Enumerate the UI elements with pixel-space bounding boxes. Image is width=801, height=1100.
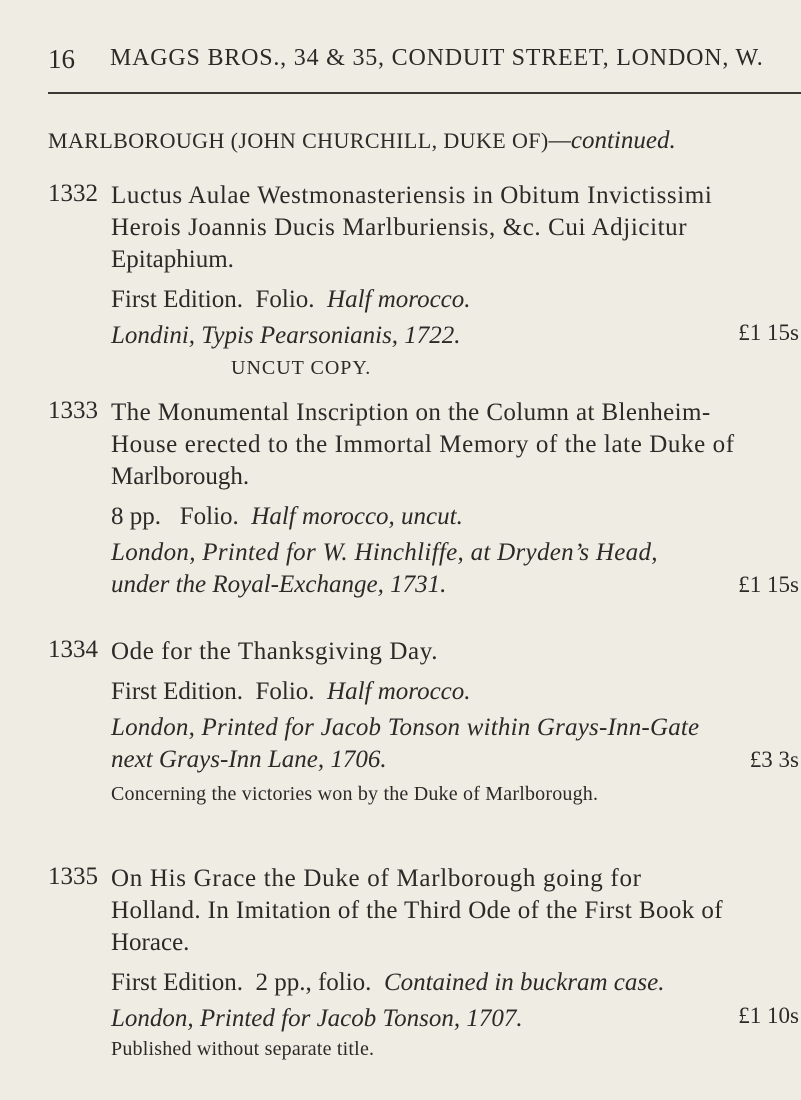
imprint-line: London, Printed for W. Hinchliffe, at Dryden’s Head, (111, 539, 658, 566)
title-line: Marlborough. (111, 463, 250, 490)
format: Folio. (255, 678, 315, 705)
imprint-block (111, 712, 799, 776)
format: Folio. (179, 503, 239, 530)
imprint-line: next Grays-Inn Lane, 1706. (111, 746, 387, 773)
collation-line (111, 965, 799, 1001)
entry-title (111, 180, 799, 276)
running-head: MAGGS BROS., 34 & 35, CONDUIT STREET, LONDON, W. (110, 45, 764, 71)
collation: 8 pp. (111, 503, 161, 530)
imprint-line: London, Printed for Jacob Tonson within Grays-Inn-Gate (111, 714, 700, 741)
section-heading (48, 127, 676, 155)
binding: Half morocco. (327, 678, 471, 705)
lot-number: 1335 (48, 863, 98, 890)
title-line: Horace. (111, 929, 190, 956)
lot-number: 1333 (48, 397, 98, 424)
collation-line (111, 674, 799, 710)
price: £1 15s (738, 572, 799, 597)
page-header (48, 44, 801, 94)
header-rule (48, 92, 801, 94)
price: £1 10s (738, 1003, 799, 1028)
entry-note: UNCUT COPY. (231, 357, 372, 379)
binding: Half morocco, uncut. (251, 503, 463, 530)
format: Folio. (255, 286, 315, 313)
collation: 2 pp., folio. (255, 969, 372, 996)
section-heading-text: MARLBOROUGH (JOHN CHURCHILL, DUKE OF) (48, 128, 549, 153)
title-line: Holland. In Imitation of the Third Ode of the First Book of (111, 897, 723, 924)
lot-number: 1334 (48, 636, 98, 663)
entry-title (111, 863, 799, 959)
imprint: Londini, Typis Pearsonianis, 1722. (111, 322, 461, 349)
title-line: On His Grace the Duke of Marlborough going for (111, 865, 642, 892)
price: £1 15s (738, 320, 799, 345)
imprint-row (111, 1003, 799, 1035)
title-line: House erected to the Immortal Memory of the late Duke of (111, 431, 735, 458)
edition: First Edition. (111, 969, 243, 996)
entry-note: Published without separate title. (111, 1038, 375, 1060)
page-number: 16 (48, 44, 75, 74)
collation-line (111, 282, 799, 318)
title-line: Ode for the Thanksgiving Day. (111, 638, 439, 665)
entry-title (111, 636, 799, 668)
section-continued: —continued. (548, 127, 676, 154)
entry-note: Concerning the victories won by the Duke of Marlborough. (111, 783, 599, 805)
entry-title (111, 397, 799, 493)
title-line: Epitaphium. (111, 246, 234, 273)
title-line: The Monumental Inscription on the Column at Blenheim- (111, 399, 711, 426)
edition: First Edition. (111, 678, 243, 705)
imprint-block (111, 537, 799, 601)
imprint: London, Printed for Jacob Tonson, 1707. (111, 1005, 523, 1032)
price: £3 3s (749, 747, 799, 772)
binding: Contained in buckram case. (383, 969, 665, 996)
edition: First Edition. (111, 286, 243, 313)
collation-line (111, 499, 799, 535)
title-line: Luctus Aulae Westmonasteriensis in Obitum Invictissimi (111, 182, 713, 209)
imprint-row (111, 320, 799, 352)
lot-number: 1332 (48, 180, 98, 207)
binding: Half morocco. (327, 286, 471, 313)
imprint-line: under the Royal-Exchange, 1731. (111, 571, 447, 598)
title-line: Herois Joannis Ducis Marlburiensis, &c. Cui Adjicitur (111, 214, 688, 241)
